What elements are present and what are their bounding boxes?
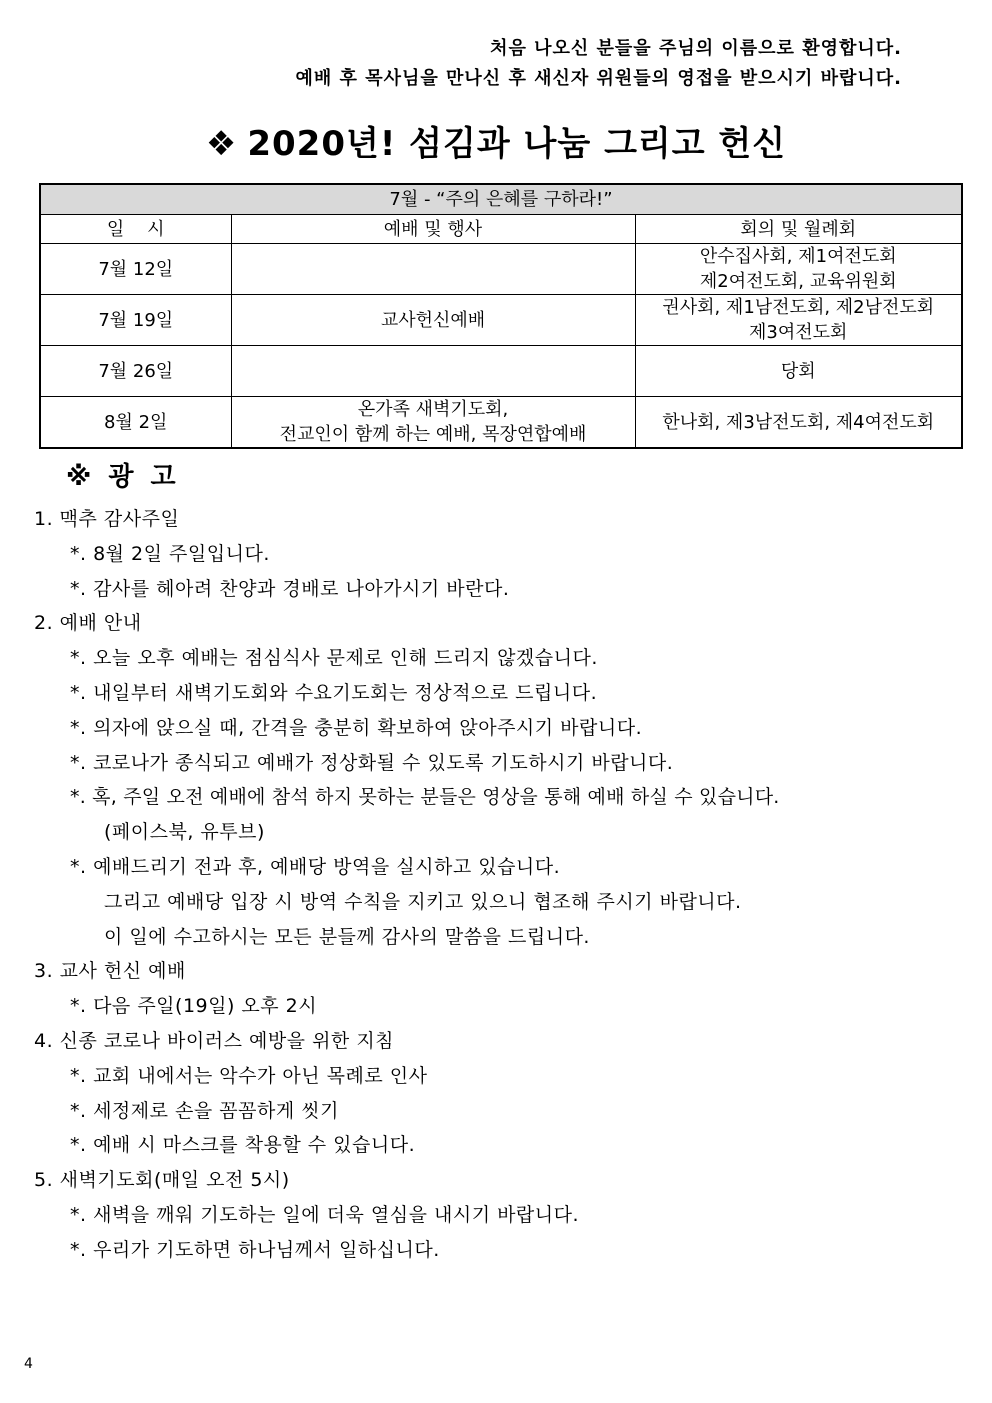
announcements-list [34, 502, 964, 1268]
cell-date: 7월 19일 [40, 295, 231, 346]
table-row [40, 397, 962, 449]
schedule-month-title: 7월 - “주의 은혜를 구하라!” [40, 184, 962, 215]
welcome-line-1: 처음 나오신 분들을 주님의 이름으로 환영합니다. [490, 38, 902, 59]
page-number: 4 [24, 1356, 33, 1372]
announcement-title: 2. 예배 안내 [34, 612, 142, 635]
diamond-symbol-icon: ❖ [205, 124, 238, 164]
announcement-line: *. 혹, 주일 오전 예배에 참석 하지 못하는 분들은 영상을 통해 예배 하실 수 있습니다. [70, 786, 780, 809]
welcome-message [296, 34, 903, 94]
meeting-line: 제2여전도회, 교육위원회 [699, 271, 897, 292]
announcement-line: *. 8월 2일 주일입니다. [70, 542, 270, 565]
announcement-line: *. 우리가 기도하면 하나님께서 일하십니다. [70, 1238, 440, 1261]
announcement-title: 1. 맥추 감사주일 [34, 508, 180, 530]
announcement-line: *. 코로나가 종식되고 예배가 정상화될 수 있도록 기도하시기 바랍니다. [70, 751, 674, 774]
cell-date: 8월 2일 [40, 397, 231, 449]
announcement-line: 그리고 예배당 입장 시 방역 수칙을 지키고 있으니 협조해 주시기 바랍니다. [104, 890, 742, 913]
cell-meeting [635, 295, 962, 346]
announcement-line: *. 감사를 헤아려 찬양과 경배로 나아가시기 바란다. [70, 577, 510, 600]
cell-date: 7월 26일 [40, 346, 231, 397]
meeting-line: 권사회, 제1남전도회, 제2남전도회 [662, 297, 935, 318]
meeting-line: 안수집사회, 제1여전도회 [699, 246, 897, 267]
column-header-date: 일 시 [40, 215, 231, 244]
cell-date: 7월 12일 [40, 244, 231, 295]
event-line: 온가족 새벽기도회, [357, 399, 509, 420]
table-row [40, 295, 962, 346]
cell-event [231, 244, 635, 295]
cell-event [231, 346, 635, 397]
announcement-title: 3. 교사 헌신 예배 [34, 960, 186, 983]
cell-meeting: 한나회, 제3남전도회, 제4여전도회 [635, 397, 962, 449]
column-header-event: 예배 및 행사 [231, 215, 635, 244]
announcement-line: *. 예배드리기 전과 후, 예배당 방역을 실시하고 있습니다. [70, 855, 561, 878]
column-header-meeting: 회의 및 월례회 [635, 215, 962, 244]
announcement-line: (페이스북, 유투브) [104, 821, 265, 844]
page-title-text: 2020년! 섬김과 나눔 그리고 헌신 [247, 124, 787, 164]
event-line: 전교인이 함께 하는 예배, 목장연합예배 [279, 424, 587, 445]
announcement-line: *. 다음 주일(19일) 오후 2시 [70, 995, 318, 1018]
table-row [40, 346, 962, 397]
cell-meeting: 당회 [635, 346, 962, 397]
announcement-line: *. 의자에 앉으실 때, 간격을 충분히 확보하여 앉아주시기 바랍니다. [70, 716, 643, 739]
welcome-line-2: 예배 후 목사님을 만나신 후 새신자 위원들의 영접을 받으시기 바랍니다. [295, 68, 902, 89]
announcement-line: *. 교회 내에서는 악수가 아닌 목례로 인사 [70, 1064, 428, 1087]
meeting-line: 제3여전도회 [749, 322, 848, 343]
announcement-line: *. 예배 시 마스크를 착용할 수 있습니다. [70, 1134, 416, 1157]
schedule-table [39, 183, 963, 449]
cell-event: 교사헌신예배 [231, 295, 635, 346]
announcement-line: 이 일에 수고하시는 모든 분들께 감사의 말씀을 드립니다. [104, 925, 590, 948]
page-title [0, 116, 992, 165]
announcement-line: *. 오늘 오후 예배는 점심식사 문제로 인해 드리지 않겠습니다. [70, 647, 598, 670]
schedule-month-header [40, 184, 962, 215]
announcements-heading: ※ 광 고 [66, 462, 180, 492]
announcement-title: 5. 새벽기도회(매일 오전 5시) [34, 1169, 290, 1192]
schedule-column-headers [40, 215, 962, 244]
cell-event [231, 397, 635, 449]
cell-meeting [635, 244, 962, 295]
announcement-line: *. 세정제로 손을 꼼꼼하게 씻기 [70, 1099, 339, 1122]
table-row [40, 244, 962, 295]
announcement-line: *. 새벽을 깨워 기도하는 일에 더욱 열심을 내시기 바랍니다. [70, 1203, 580, 1226]
announcement-title: 4. 신종 코로나 바이러스 예방을 위한 지침 [34, 1029, 395, 1052]
announcement-line: *. 내일부터 새벽기도회와 수요기도회는 정상적으로 드립니다. [70, 681, 598, 704]
